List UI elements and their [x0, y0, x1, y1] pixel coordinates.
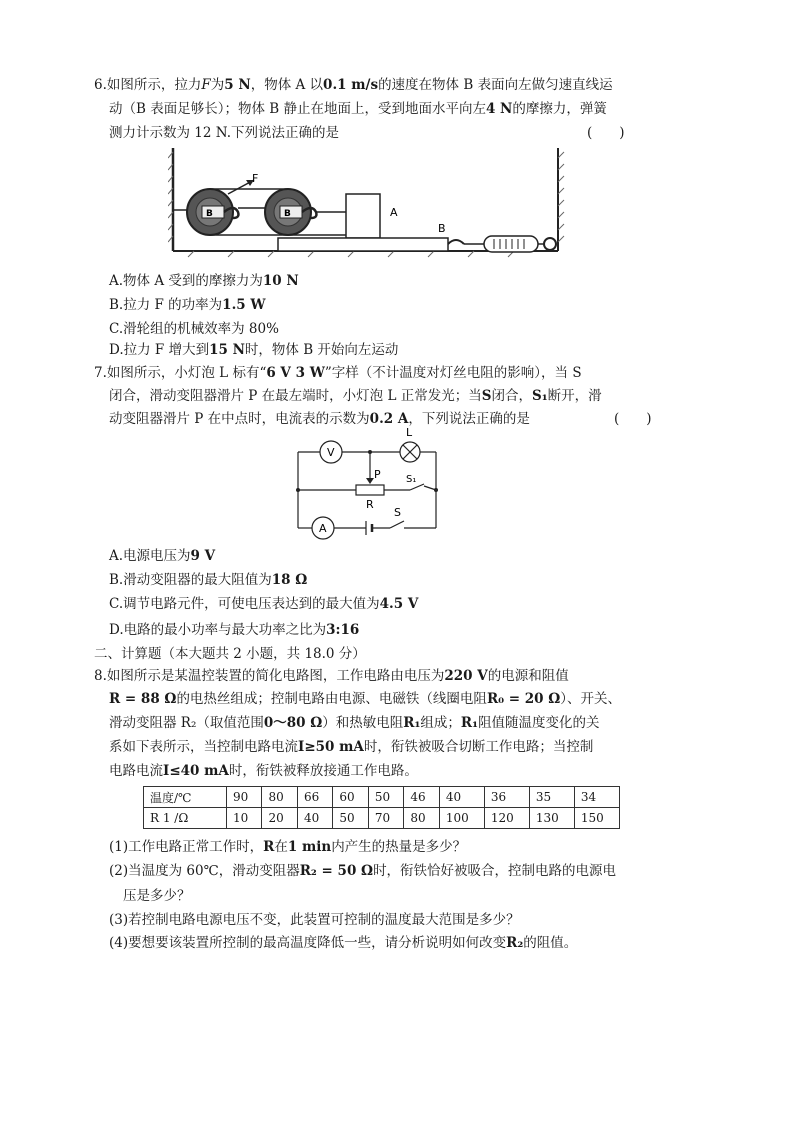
q8-text: 组成； [420, 715, 461, 731]
q8-text: 的电源和阻值 [487, 668, 569, 684]
q8-text: 时，衔铁被吸合切断工作电路；当控制 [363, 739, 594, 755]
q8-sub-1 [109, 838, 466, 856]
q8-R: R [263, 839, 275, 855]
q8-stem-line-4 [109, 738, 593, 756]
q8-text: 时，衔铁恰好被吸合，控制电路的电源电 [373, 863, 617, 879]
q6-text: 的摩擦力，弹簧 [512, 101, 607, 117]
q7-option-a[interactable] [109, 547, 215, 565]
q8-resistance-R0: R₀ = 20 Ω [486, 691, 561, 707]
section-heading: 二、计算题（本大题共 2 小题，共 18.0 分） [94, 646, 366, 662]
q8-stem-line-1 [94, 667, 569, 685]
q6-fig-label-F: F [252, 172, 259, 185]
q7-option-d[interactable] [109, 621, 359, 639]
q7-stem-line-1 [94, 364, 582, 382]
table-cell: 36 [484, 787, 529, 808]
table-row-label: R 1 /Ω [144, 808, 227, 829]
q8-sub-4 [109, 934, 577, 952]
table-row [144, 787, 620, 808]
q6-text: 的速度在物体 B 表面向左做匀速直线运 [378, 77, 613, 93]
table-cell: 80 [404, 808, 439, 829]
q8-text: 的阻值。 [523, 935, 578, 951]
table-cell: 70 [368, 808, 403, 829]
q8-text: 电路电流 [109, 763, 163, 779]
q6-speed-value: 0.1 m/s [323, 77, 379, 93]
q6-text: 为 [210, 77, 225, 93]
table-cell: 60 [333, 787, 368, 808]
q7-switch-S1: S₁ [531, 388, 548, 404]
q8-text: 时，衔铁被释放接通工作电路。 [228, 763, 418, 779]
q7-number: 7. [94, 365, 107, 381]
q7-fig-label-S1: S₁ [406, 474, 417, 485]
q8-current-threshold-high: I≥50 mA [298, 739, 364, 755]
option-text: D.拉力 F 增大到 [109, 342, 210, 358]
q7-fig-label-R: R [366, 498, 374, 511]
q8-stem-line-3 [109, 714, 600, 732]
q6-force-value: 5 N [224, 77, 251, 93]
option-value: 15 N [209, 342, 245, 358]
q8-R2-value: R₂ = 50 Ω [299, 863, 374, 879]
q8-current-threshold-low: I≤40 mA [163, 763, 229, 779]
q7-switch-S: S [481, 388, 492, 404]
option-value: 1.5 W [222, 297, 266, 313]
option-text: C.滑轮组的机械效率为 80% [109, 321, 279, 337]
q6-text: 测力计示数为 12 N.下列说法正确的是 [109, 125, 340, 141]
q6-text: ，物体 A 以 [250, 77, 324, 93]
q7-text: 如图所示，小灯泡 L 标有“ [106, 365, 267, 381]
q8-sub-3: (3)若控制电路电源电压不变，此装置可控制的温度最大范围是多少？ [109, 912, 520, 928]
table-cell: 20 [262, 808, 297, 829]
table-cell: 35 [529, 787, 574, 808]
q8-text: 在 [274, 839, 288, 855]
q8-number: 8. [94, 668, 107, 684]
q8-sub-2-cont: 压是多少？ [123, 888, 191, 904]
svg-text:B: B [206, 209, 213, 219]
q8-text: ）和热敏电阻 [322, 715, 404, 731]
option-text: A.电源电压为 [109, 548, 191, 564]
q6-fig-label-A: A [390, 206, 398, 219]
q7-rating-value: 6 V 3 W [266, 365, 325, 381]
q7-answer-blank: ( ) [614, 411, 652, 427]
table-cell: 80 [262, 787, 297, 808]
q8-text: 滑动变阻器 R₂（取值范围 [109, 715, 264, 731]
q7-option-c[interactable] [109, 595, 418, 613]
q7-current-value: 0.2 A [369, 411, 409, 427]
option-value: 3:16 [326, 622, 360, 638]
q7-text: 动变阻器滑片 P 在中点时，电流表的示数为 [109, 411, 370, 427]
q7-fig-label-L: L [406, 428, 413, 439]
q7-fig-label-P: P [374, 468, 381, 481]
q8-time-value: 1 min [287, 839, 332, 855]
q8-text: 如图所示是某温控装置的简化电路图，工作电路由电压为 [106, 668, 445, 684]
q6-pulley-figure [168, 148, 568, 260]
q6-stem-line-1 [94, 76, 613, 94]
table-cell: 130 [529, 808, 574, 829]
q8-R2: R₂ [506, 935, 524, 951]
table-cell: 66 [297, 787, 332, 808]
option-text: B.拉力 F 的功率为 [109, 297, 223, 313]
q8-R1: R₁ [403, 715, 421, 731]
q6-stem-line-3 [109, 124, 339, 142]
q8-text: (2)当温度为 60℃，滑动变阻器 [109, 863, 300, 879]
option-text: B.滑动变阻器的最大阻值为 [109, 572, 272, 588]
table-cell: 40 [297, 808, 332, 829]
q8-R1: R₁ [460, 715, 479, 731]
option-text: D.电路的最小功率与最大功率之比为 [109, 622, 327, 638]
q6-friction-value: 4 N [485, 101, 513, 117]
table-cell: 50 [333, 808, 368, 829]
option-value: 9 V [190, 548, 216, 564]
q6-option-c[interactable] [109, 320, 279, 338]
table-cell: 50 [368, 787, 403, 808]
q7-text: ，下列说法正确的是 [408, 411, 530, 427]
table-cell: 150 [574, 808, 619, 829]
q8-text: 阻值随温度变化的关 [478, 715, 600, 731]
option-text: A.物体 A 受到的摩擦力为 [109, 273, 263, 289]
q6-fig-label-B: B [438, 222, 446, 235]
q8-text: 系如下表所示，当控制电路电流 [109, 739, 298, 755]
q8-text: 内产生的热量是多少？ [331, 839, 467, 855]
q7-text: 闭合， [491, 388, 532, 404]
table-cell: 120 [484, 808, 529, 829]
table-cell: 10 [227, 808, 262, 829]
table-cell: 40 [439, 787, 484, 808]
table-cell: 100 [439, 808, 484, 829]
q6-force-symbol: F [201, 77, 211, 93]
svg-text:B: B [284, 209, 291, 219]
q7-circuit-figure [290, 428, 450, 546]
table-row [144, 808, 620, 829]
q6-option-d[interactable] [109, 341, 398, 359]
q8-text: 的电热丝组成；控制电路由电源、电磁铁（线圈电阻 [176, 691, 487, 707]
option-text: C.调节电路元件，可使电压表达到的最大值为 [109, 596, 380, 612]
q7-fig-label-S: S [394, 506, 401, 519]
q8-resistance-R: R = 88 Ω [109, 691, 177, 707]
table-cell: 90 [227, 787, 262, 808]
table-cell: 34 [574, 787, 619, 808]
q8-voltage-value: 220 V [444, 668, 488, 684]
q6-option-a[interactable] [109, 272, 299, 290]
q8-range-value: 0～80 Ω [263, 715, 323, 731]
q6-answer-blank: ( ) [587, 125, 625, 141]
table-cell: 46 [404, 787, 439, 808]
q6-stem-line-2 [109, 100, 607, 118]
q7-text: 闭合，滑动变阻器滑片 P 在最左端时，小灯泡 L 正常发光；当 [109, 388, 482, 404]
table-row-label: 温度/℃ [144, 787, 227, 808]
q8-sub-2 [109, 862, 616, 880]
q6-text: 动（B 表面足够长）；物体 B 静止在地面上，受到地面水平向左 [109, 101, 486, 117]
q7-text: ”字样（不计温度对灯丝电阻的影响），当 S [324, 365, 582, 381]
option-value: 18 Ω [271, 572, 308, 588]
q8-text: ）、开关、 [560, 691, 622, 707]
q6-number: 6. [94, 77, 107, 93]
q7-fig-label-A: A [319, 522, 327, 535]
option-value: 4.5 V [379, 596, 419, 612]
q8-resistance-table [143, 786, 620, 829]
q8-stem-line-2 [109, 690, 621, 708]
q8-text: (1)工作电路正常工作时， [109, 839, 264, 855]
q8-stem-line-5 [109, 762, 418, 780]
q7-text: 断开，滑 [547, 388, 602, 404]
option-text: 时，物体 B 开始向左运动 [244, 342, 399, 358]
q7-fig-label-V: V [327, 446, 335, 459]
q7-stem-line-3 [109, 410, 530, 428]
q6-option-b[interactable] [109, 296, 266, 314]
q7-stem-line-2 [109, 387, 602, 405]
q8-text: (4)要想要该装置所控制的最高温度降低一些，请分析说明如何改变 [109, 935, 507, 951]
q6-text: 如图所示，拉力 [106, 77, 202, 93]
q7-option-b[interactable] [109, 571, 307, 589]
option-value: 10 N [262, 273, 299, 289]
